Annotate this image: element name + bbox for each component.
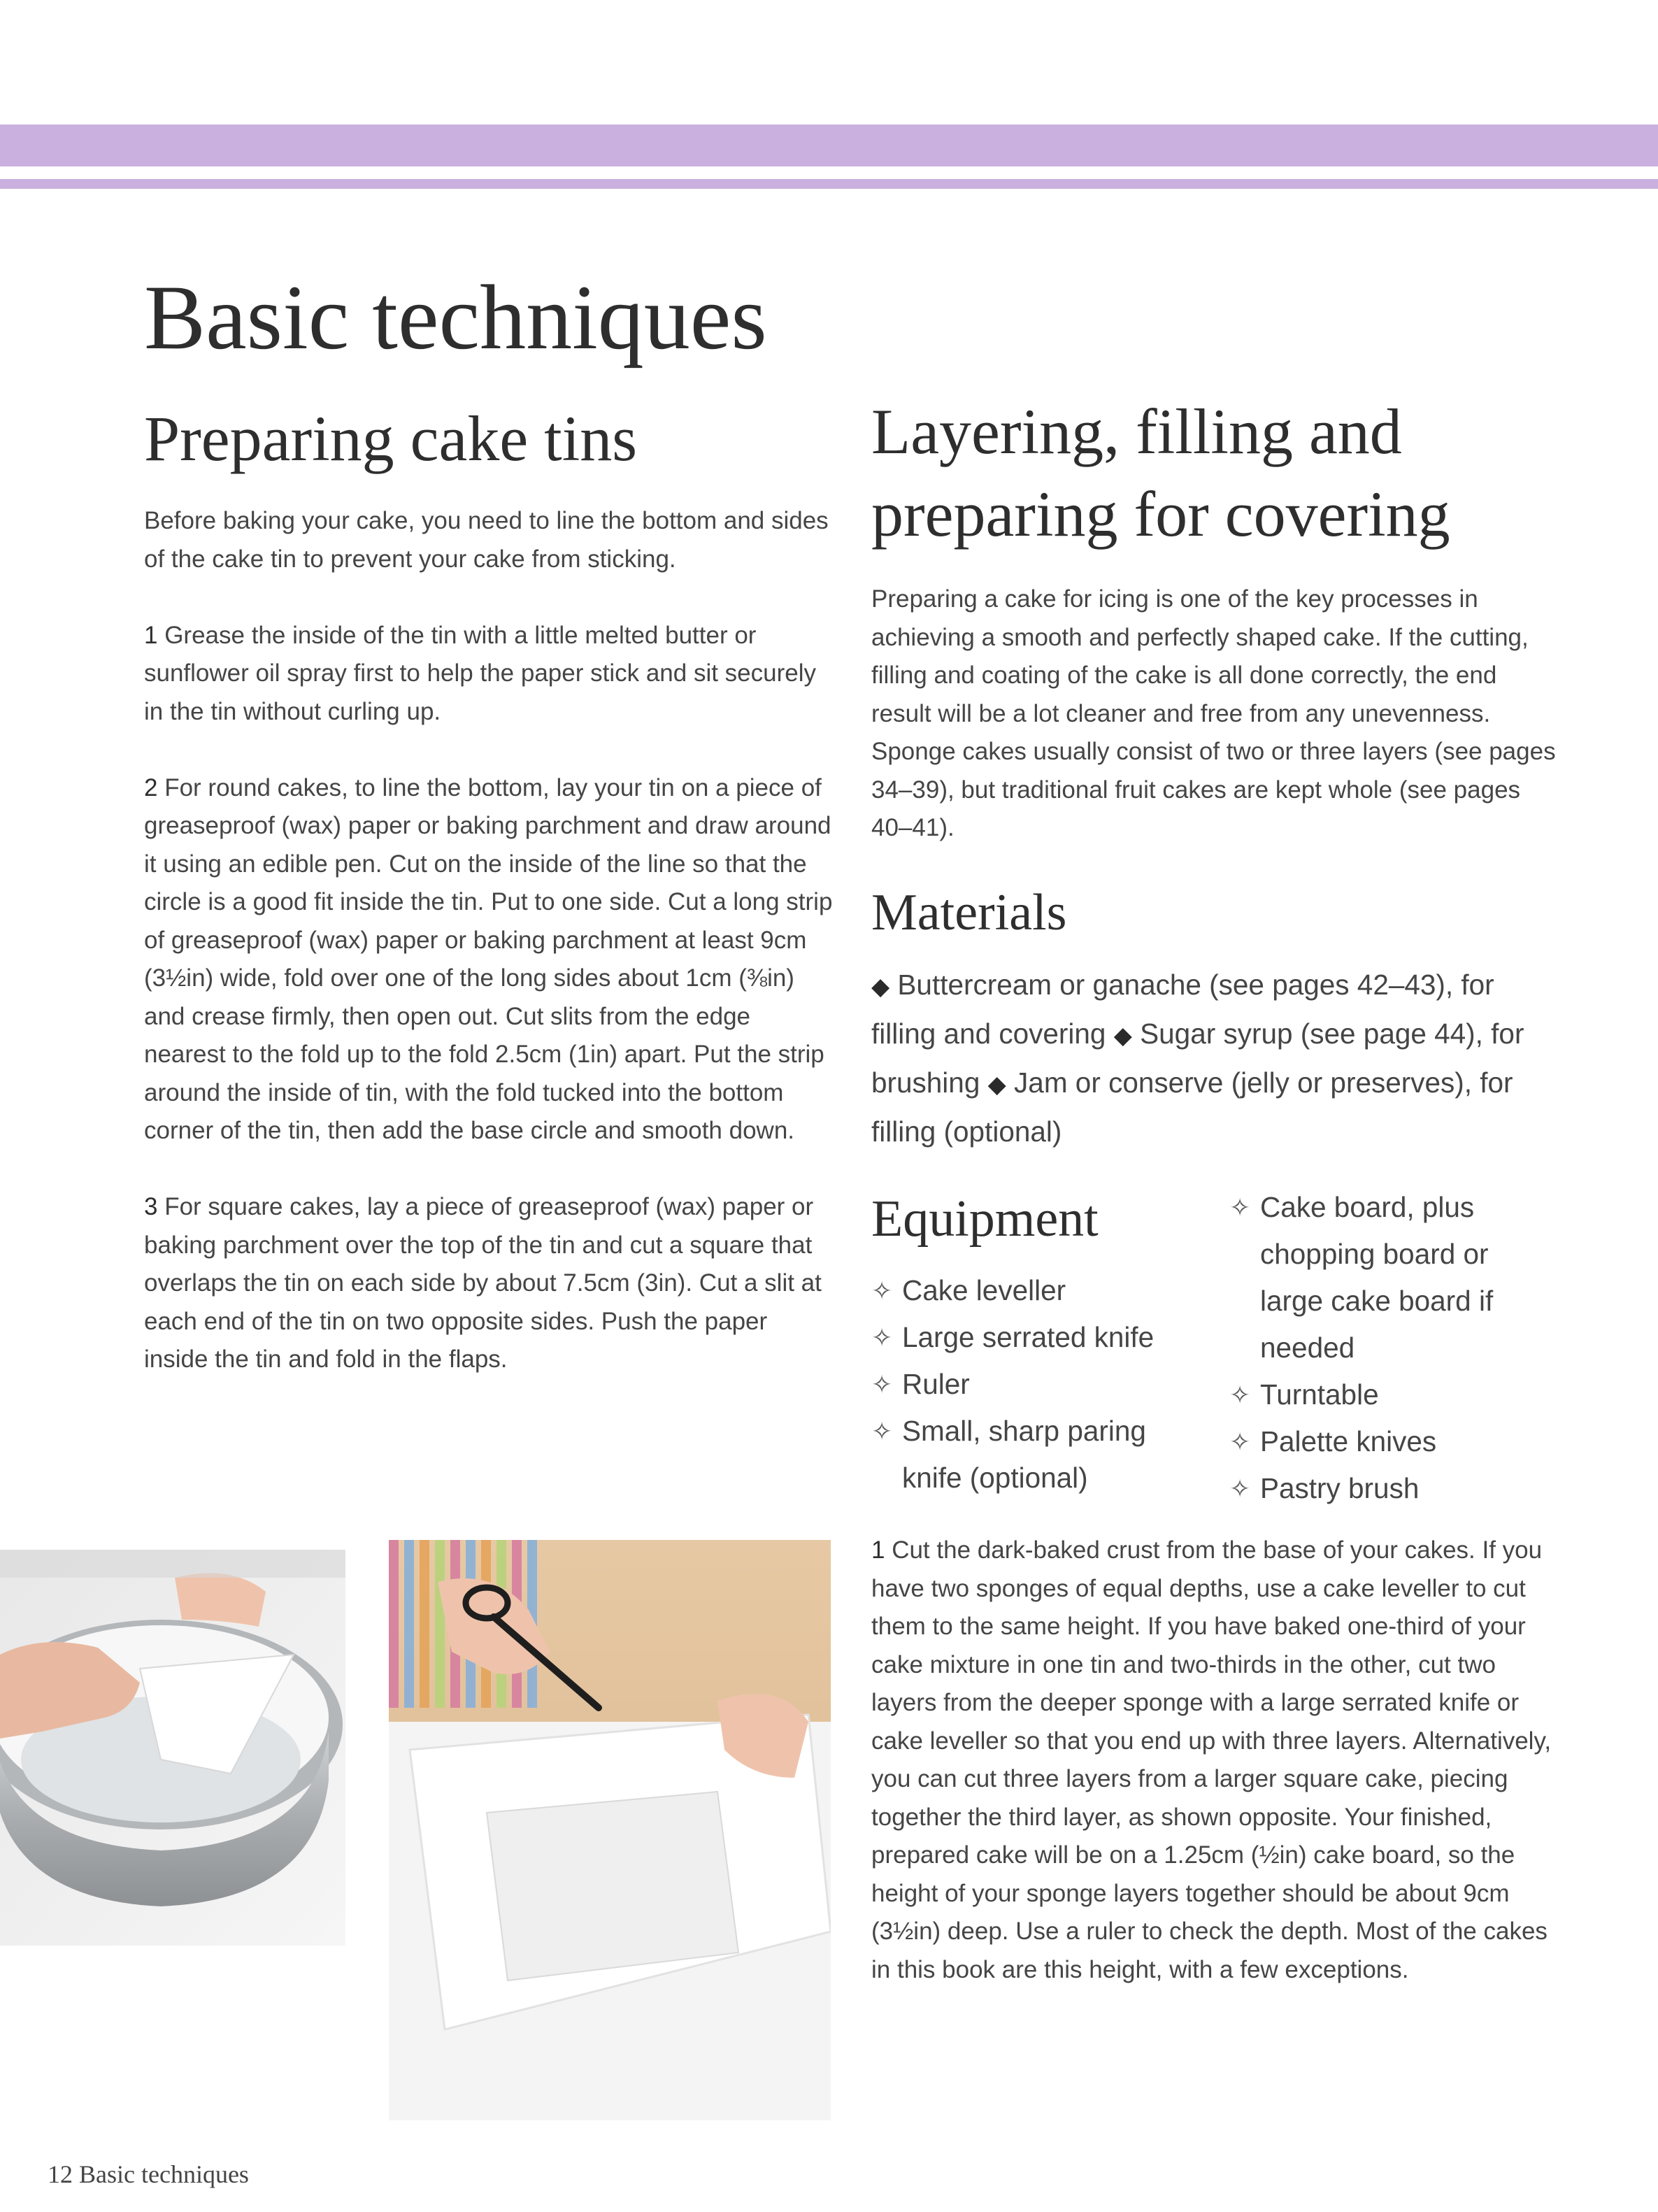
page-title: Basic techniques: [144, 266, 767, 369]
equipment-item: [1229, 1184, 1540, 1371]
materials-list: [871, 962, 1564, 1155]
equipment-label: Ruler: [902, 1368, 970, 1400]
diamond-bullet-icon: ◆: [987, 1071, 1006, 1098]
star-bullet-icon: ✧: [871, 1370, 893, 1399]
intro-paragraph: Before baking your cake, you need to line the bottom and sides of the cake tin to prevent your cake from sticking.: [144, 507, 829, 573]
equipment-item: [871, 1408, 1196, 1501]
header-rule: [0, 179, 1658, 189]
step-paragraph: [144, 769, 836, 1150]
equipment-item: [1229, 1371, 1530, 1418]
equipment-label: Small, sharp paring knife (optional): [902, 1415, 1146, 1494]
step-text: Grease the inside of the tin with a little melted butter or sunflower oil spray first to help the paper stick and sit securely in the tin without curling up.: [144, 621, 816, 725]
step-paragraph: [144, 1188, 836, 1379]
page-footer: [48, 2160, 249, 2189]
equipment-item: [871, 1314, 1179, 1361]
header-band: [0, 124, 1658, 166]
heading-line: Layering, filling and: [871, 396, 1402, 467]
star-bullet-icon: ✧: [1229, 1380, 1251, 1409]
star-bullet-icon: ✧: [1229, 1193, 1251, 1222]
equipment-list-left: [871, 1267, 1179, 1501]
page-number: 12: [48, 2160, 73, 2188]
equipment-heading: Equipment: [871, 1190, 1099, 1248]
left-column-body: [144, 502, 836, 1417]
equipment-label: Cake leveller: [902, 1274, 1066, 1306]
star-bullet-icon: ✧: [1229, 1427, 1251, 1456]
equipment-label: Cake board, plus chopping board or large cake board if needed: [1260, 1191, 1494, 1364]
photo-cutting-parchment: [389, 1540, 831, 2120]
section-heading-layering: [871, 390, 1450, 555]
star-bullet-icon: ✧: [871, 1276, 893, 1305]
step-number: 2: [144, 773, 158, 801]
layering-step: [871, 1532, 1564, 2027]
photo-parchment-illustration: [389, 1540, 831, 2120]
materials-heading: Materials: [871, 884, 1067, 941]
star-bullet-icon: ✧: [871, 1323, 893, 1352]
step-paragraph: [144, 617, 836, 732]
photo-lining-round-tin: [0, 1550, 345, 1946]
photo-round-tin-illustration: [0, 1550, 345, 1946]
equipment-item: [1229, 1465, 1530, 1512]
material-item: Buttercream or ganache (see pages 42–43), for filling and covering: [871, 969, 1494, 1050]
diamond-bullet-icon: ◆: [1113, 1022, 1132, 1049]
star-bullet-icon: ✧: [871, 1417, 893, 1446]
section-heading-preparing-tins: Preparing cake tins: [144, 403, 638, 474]
equipment-label: Large serrated knife: [902, 1321, 1155, 1353]
material-item: Sugar syrup (see page 44), for brushing: [871, 1018, 1524, 1099]
step-text: For square cakes, lay a piece of greaseproof (wax) paper or baking parchment over the top of the tin and cut a square that overlaps the tin on each side by about 7.5cm (3in). Cut a slit at each end of the tin on two opposite sides. Push the paper inside the tin and fold in the flaps.: [144, 1193, 822, 1373]
step-number: 1: [144, 621, 158, 649]
footer-section-title: Basic techniques: [79, 2160, 249, 2188]
diamond-bullet-icon: ◆: [871, 973, 890, 1000]
equipment-list-right: [1229, 1184, 1530, 1512]
step-number: 1: [871, 1536, 885, 1564]
intro-paragraph: Preparing a cake for icing is one of the key processes in achieving a smooth and perfectly shaped cake. If the cutting, filling and coating of the cake is all done correctly, the end result will be a lot cleaner and free from any unevenness. Sponge cakes usually consist of two or three layers (see pages 34–39), but traditional fruit cakes are kept whole (see pages 40–41).: [871, 585, 1556, 841]
heading-line: preparing for covering: [871, 478, 1450, 550]
step-number: 3: [144, 1193, 158, 1220]
equipment-label: Turntable: [1260, 1378, 1379, 1411]
equipment-item: [1229, 1418, 1530, 1465]
layering-intro: [871, 580, 1560, 885]
equipment-item: [871, 1361, 1179, 1408]
equipment-label: Pastry brush: [1260, 1472, 1420, 1504]
step-text: For round cakes, to line the bottom, lay your tin on a piece of greaseproof (wax) paper or baking parchment and draw around it using an edible pen. Cut on the inside of the line so that the circle is a good fit inside the tin. Put to one side. Cut a long strip of greaseproof (wax) paper or baking parchment at least 9cm (3½in) wide, fold over one of the long sides about 1cm (⅜in) and crease firmly, then open out. Cut slits from the edge nearest to the fold up to the fold 2.5cm (1in) apart. Put the strip around the inside of tin, with the fold tucked into the bottom corner of the tin, then add the base circle and smooth down.: [144, 773, 833, 1144]
material-item: Jam or conserve (jelly or preserves), for filling (optional): [871, 1066, 1513, 1148]
step-text: Cut the dark-baked crust from the base of your cakes. If you have two sponges of equal depths, use a cake leveller to cut them to the same height. If you have baked one-third of your cake mixture in one tin and two-thirds in the other, cut two layers from the deeper sponge with a large serrated knife or cake leveller so that you end up with three layers. Alternatively, you can cut three layers from a larger square cake, piecing together the third layer, as shown opposite. Your finished, prepared cake will be on a 1.25cm (½in) cake board, so the height of your sponge layers together should be about 9cm (3½in) deep. Use a ruler to check the depth. Most of the cakes in this book are this height, with a few exceptions.: [871, 1536, 1552, 1983]
equipment-item: [871, 1267, 1179, 1314]
star-bullet-icon: ✧: [1229, 1474, 1251, 1503]
step-paragraph: [871, 1532, 1564, 1989]
equipment-label: Palette knives: [1260, 1425, 1437, 1457]
